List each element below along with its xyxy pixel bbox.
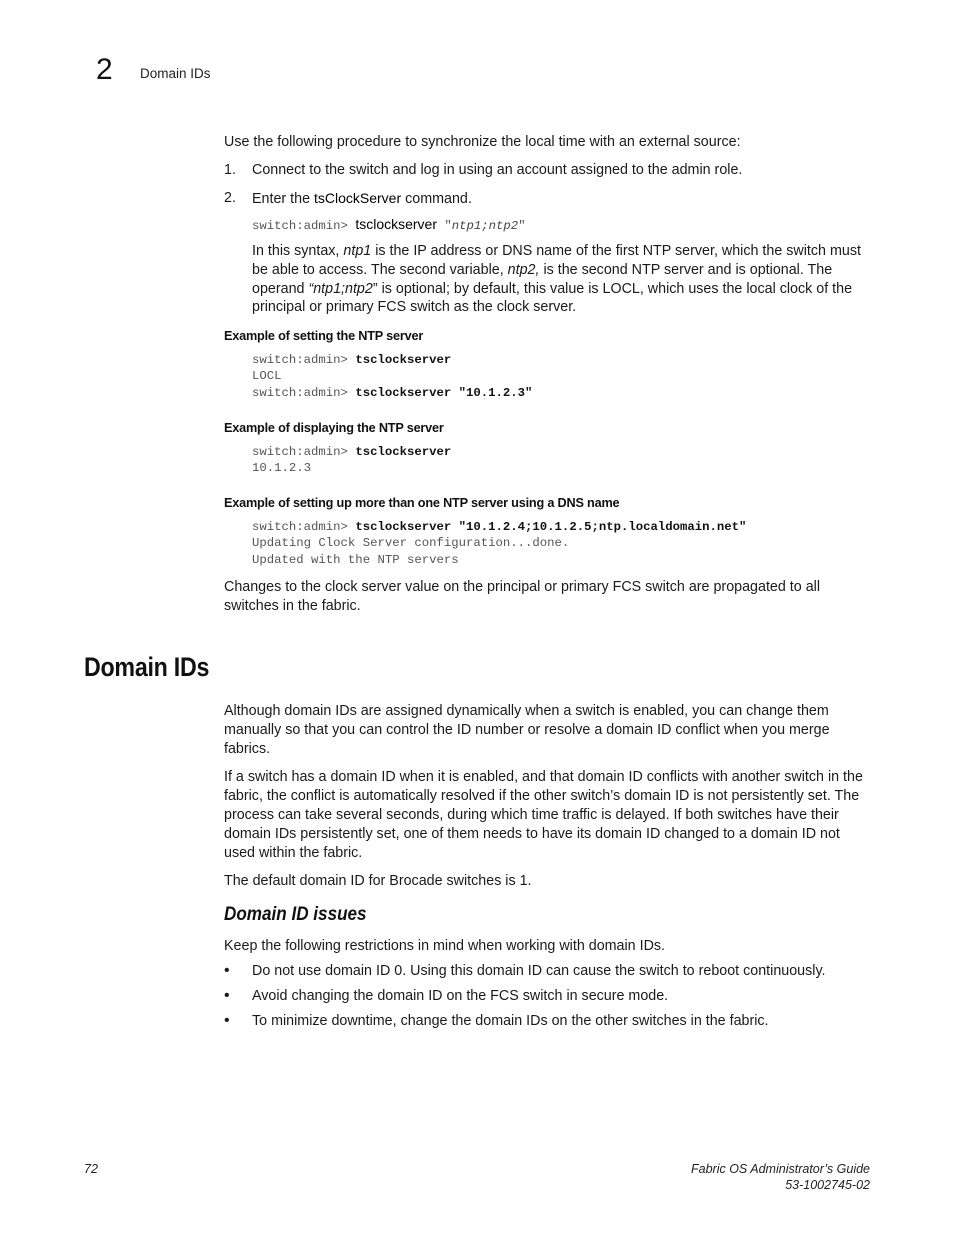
doc-title: Fabric OS Administrator’s Guide [691,1162,870,1176]
doc-id: 53-1002745-02 [785,1177,870,1192]
bullet-text: To minimize downtime, change the domain IDs on the other switches in the fabric. [252,1013,769,1030]
section-title: Domain IDs [84,652,210,682]
subsection-intro: Keep the following restrictions in mind when working with domain IDs. [224,938,666,955]
paragraph: The default domain ID for Brocade switches is 1. [224,873,532,890]
step-number: 2. [224,189,236,206]
example-title: Example of setting the NTP server [224,329,424,344]
example-code: switch:admin> tsclockserver 10.1.2.3 [252,444,452,475]
bullet-item [224,1012,874,1031]
subsection-title: Domain ID issues [224,904,367,926]
command-name: tsClockServer [314,189,402,206]
example-code: switch:admin> tsclockserver "10.1.2.4;10.1.2.5;ntp.localdomain.net" Updating Clock Server configuration...done. Updated with the NTP servers [252,520,747,567]
bullet-icon: • [224,962,230,980]
bullet-item [224,962,874,981]
syntax-description: In this syntax, ntp1 is the IP address or DNS name of the first NTP server, which the switch must be able to access. The second variable, ntp2, is the second NTP server and is optional. The operand “ntp1;ntp2” is optional; by default, this value is LOCL, which uses the local clock of the principal or primary FCS switch as the clock server. [252,243,861,316]
chapter-number: 2 [96,53,113,86]
step-number: 1. [224,161,236,178]
example-title: Example of displaying the NTP server [224,420,444,435]
step-text: Connect to the switch and log in using an account assigned to the admin role. [252,161,743,178]
domain-ids-section [224,702,874,1031]
paragraph: Although domain IDs are assigned dynamically when a switch is enabled, you can change them manually so that you can control the ID number or resolve a domain ID conflict when you merge fabrics. [224,703,830,757]
step-text: Enter the tsClockServer command. [252,189,472,207]
paragraph: If a switch has a domain ID when it is enabled, and that domain ID conflicts with another switch in the fabric, the conflict is automatically resolved if the other switch’s domain ID is not persistently set. The process can take several seconds, during which time traffic is delayed. If both switches have their domain IDs persistently set, one of them needs to have its domain ID changed to a domain ID not used within the fabric. [224,769,863,861]
step-item [224,189,874,209]
chapter-title: Domain IDs [140,66,211,81]
footer-doc-info [691,1162,870,1193]
step-item [224,161,874,180]
bullet-icon: • [224,1012,230,1030]
intro-text: Use the following procedure to synchronize the local time with an external source: [224,134,741,150]
bullet-text: Do not use domain ID 0. Using this domain ID can cause the switch to reboot continuously. [252,963,826,980]
bullet-text: Avoid changing the domain ID on the FCS switch in secure mode. [252,988,669,1005]
bullet-item [224,987,874,1006]
example-title: Example of setting up more than one NTP server using a DNS name [224,496,620,511]
syntax-code: switch:admin> tsclockserver "ntp1;ntp2" [252,215,526,233]
example-code: switch:admin> tsclockserver LOCL switch:admin> tsclockserver "10.1.2.3" [252,353,533,400]
page-number: 72 [84,1162,98,1176]
bullet-icon: • [224,987,230,1005]
propagation-note: Changes to the clock server value on the principal or primary FCS switch are propagated to all switches in the fabric. [224,578,820,614]
procedure-block [224,133,874,615]
